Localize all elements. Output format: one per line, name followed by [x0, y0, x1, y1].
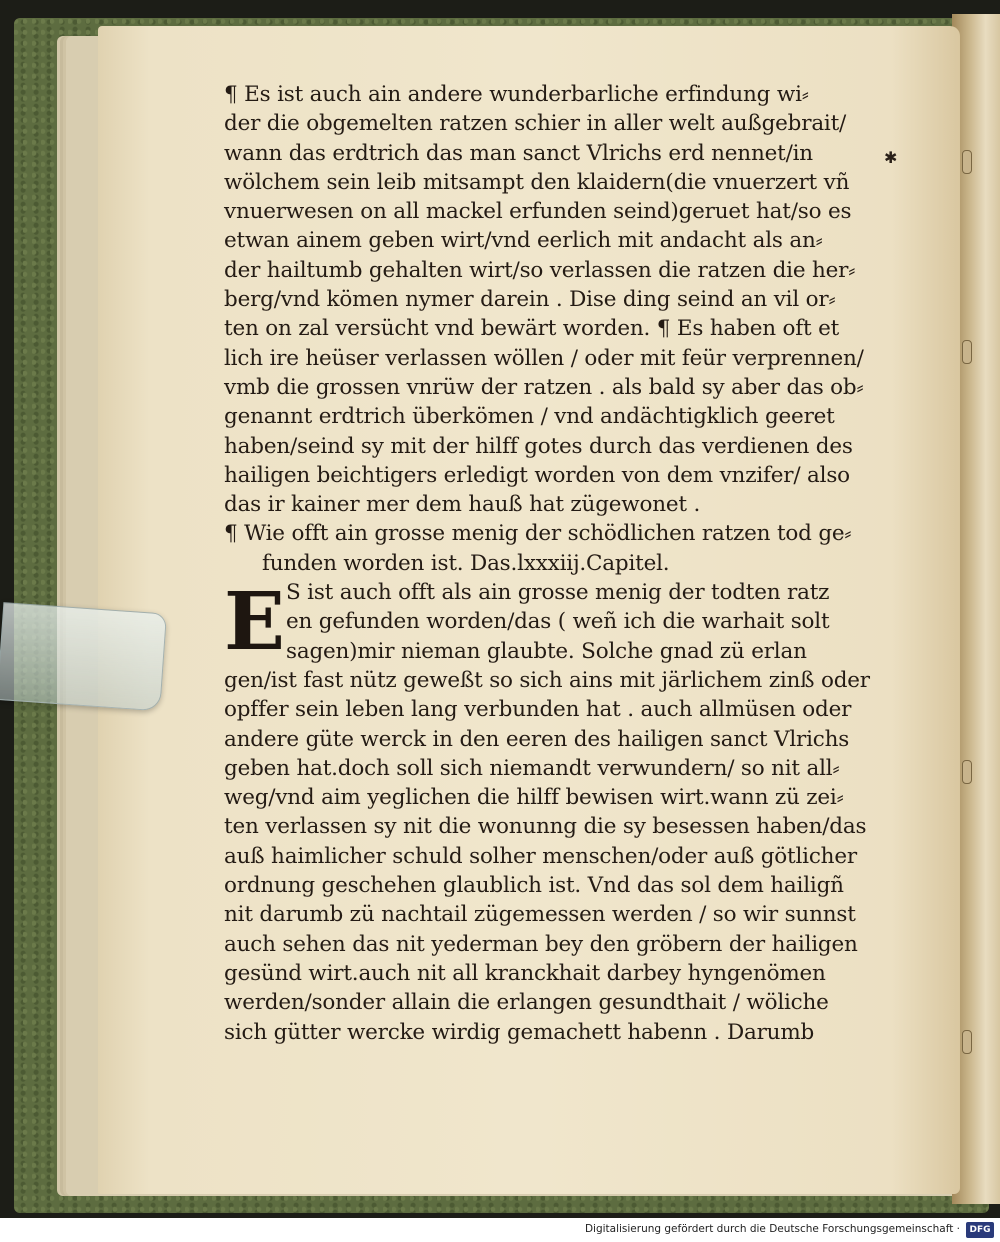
text-line: wölchem sein leib mitsampt den klaidern(die vnuerzert vñ: [224, 169, 850, 195]
binding-thread: [962, 1030, 972, 1054]
text-line: auch sehen das nit yederman bey den gröbern der hailigen: [224, 931, 858, 957]
text-line: sagen)mir nieman glaubte. Solche gnad zü erlan: [286, 638, 807, 664]
text-line: lich ire heüser verlassen wöllen / oder mit feür verprennen/: [224, 345, 864, 371]
text-line: S ist auch offt als ain grosse menig der todten ratz: [286, 580, 830, 606]
page-text: [224, 80, 884, 1047]
text-line: ordnung geschehen glaublich ist. Vnd das sol dem hailigñ: [224, 873, 844, 899]
decorated-initial: E: [224, 574, 285, 669]
text-line: ten on zal versücht vnd bewärt worden. ¶ Es haben oft et: [224, 316, 840, 342]
text-line: weg/vnd aim yeglichen die hilff bewisen wirt.wann zü zei⸗: [224, 785, 844, 811]
page-holder-clip: [0, 602, 167, 711]
text-line: genannt erdtrich überkömen / vnd andächtigklich geeret: [224, 404, 835, 430]
heading-line: ¶ Wie offt ain grosse menig der schödlichen ratzen tod ge⸗: [224, 521, 852, 547]
footer-bar: [0, 1218, 1000, 1242]
text-line: werden/sonder allain die erlangen gesundthait / wöliche: [224, 990, 829, 1016]
text-line: opffer sein leben lang verbunden hat . auch allmüsen oder: [224, 697, 852, 723]
text-line: auß haimlicher schuld solher menschen/oder auß götlicher: [224, 843, 857, 869]
text-line: wann das erdtrich das man sanct Vlrichs erd nennet/in: [224, 140, 813, 166]
chapter-heading: [224, 519, 884, 578]
text-line: ¶ Es ist auch ain andere wunderbarliche erfindung wi⸗: [224, 82, 809, 107]
paragraph-2: [224, 574, 884, 1047]
text-line: gen/ist fast nütz geweßt so sich ains mit järlichem zinß oder: [224, 667, 870, 693]
text-line: gesünd wirt.auch nit all kranckhait darbey hyngenömen: [224, 960, 826, 986]
paragraph-1: [224, 80, 884, 519]
text-line: der die obgemelten ratzen schier in aller welt außgebrait/: [224, 111, 847, 137]
heading-line: funden worden ist. Das.lxxxiij.Capitel.: [262, 550, 670, 576]
text-line: etwan ainem geben wirt/vnd eerlich mit andacht als an⸗: [224, 228, 823, 254]
text-line: en gefunden worden/das ( weñ ich die warhait solt: [286, 609, 830, 635]
text-line: vmb die grossen vnrüw der ratzen . als bald sy aber das ob⸗: [224, 374, 864, 400]
text-line: sich gütter wercke wirdig gemachett habenn . Darumb: [224, 1019, 815, 1045]
text-line: geben hat.doch soll sich niemandt verwundern/ so nit all⸗: [224, 755, 840, 781]
funding-credit: Digitalisierung gefördert durch die Deutsche Forschungsgemeinschaft ·: [584, 1223, 960, 1235]
text-line: ten verlassen sy nit die wonunng die sy besessen haben/das: [224, 814, 867, 840]
text-line: der hailtumb gehalten wirt/so verlassen die ratzen die her⸗: [224, 257, 856, 283]
text-line: haben/seind sy mit der hilff gotes durch das verdienen des: [224, 433, 853, 459]
margin-mark: ✱: [884, 148, 898, 167]
text-line: vnuerwesen on all mackel erfunden seind)geruet hat/so es: [224, 199, 852, 225]
text-line: nit darumb zü nachtail zügemessen werden / so wir sunnst: [224, 902, 856, 928]
text-line: hailigen beichtigers erledigt worden von dem vnzifer/ also: [224, 462, 850, 488]
text-line: berg/vnd kömen nymer darein . Dise ding seind an vil or⸗: [224, 287, 836, 313]
binding-thread: [962, 150, 972, 174]
dfg-logo: DFG: [966, 1222, 994, 1238]
binding-thread: [962, 760, 972, 784]
text-line: andere güte werck in den eeren des hailigen sanct Vlrichs: [224, 726, 850, 752]
text-line: das ir kainer mer dem hauß hat zügewonet .: [224, 492, 701, 518]
binding-thread: [962, 340, 972, 364]
